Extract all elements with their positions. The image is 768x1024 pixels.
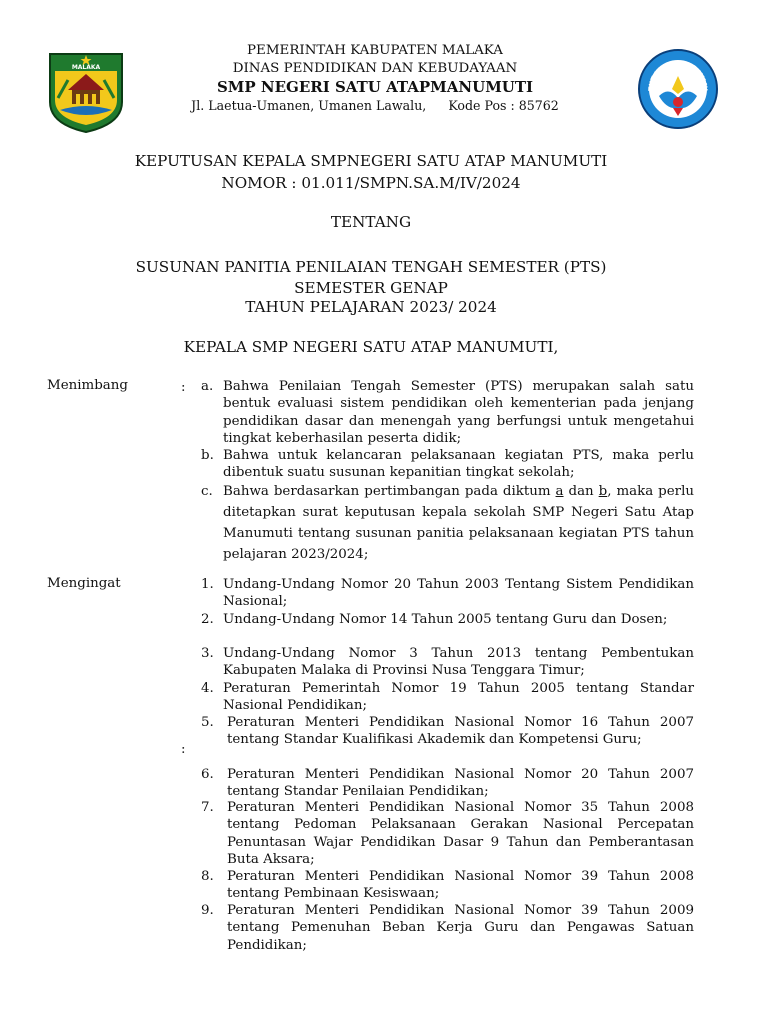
item-text: Peraturan Menteri Pendidikan Nasional Nomor 20 Tahun 2007 tentang Standar Penilaian Pendidikan; xyxy=(227,767,694,800)
item-text: Bahwa untuk kelancaran pelaksanaan kegiatan PTS, maka perlu dibentuk suatu susunan kepanitian tingkat sekolah; xyxy=(223,448,694,481)
letterhead-address: Jl. Laetua-Umanen, Umanen Lawalu, xyxy=(191,98,427,113)
item-marker: 3. xyxy=(201,646,214,661)
decree-title: KEPUTUSAN KEPALA SMPNEGERI SATU ATAP MANUMUTI xyxy=(134,152,608,170)
item-marker: 5. xyxy=(201,715,214,730)
item-text: Peraturan Menteri Pendidikan Nasional Nomor 39 Tahun 2009 tentang Pemenuhan Beban Kerja Guru dan Pengawas Satuan Pendidikan; xyxy=(227,903,694,953)
logo-motto: TUT WURI HANDAYANI xyxy=(646,58,710,92)
item-text: Peraturan Pemerintah Nomor 19 Tahun 2005 tentang Standar Nasional Pendidikan; xyxy=(223,681,694,714)
menimbang-label: Menimbang xyxy=(47,378,128,393)
item-marker: 1. xyxy=(201,577,214,592)
item-text: Undang-Undang Nomor 3 Tahun 2013 tentang Pembentukan Kabupaten Malaka di Provinsi Nusa Tenggara Timur; xyxy=(223,646,694,679)
letterhead-school-name: SMP NEGERI SATU ATAPMANUMUTI xyxy=(216,78,534,96)
decree-academic-year: TAHUN PELAJARAN 2023/ 2024 xyxy=(245,298,497,316)
item-marker: b. xyxy=(201,448,214,463)
item-text: Undang-Undang Nomor 14 Tahun 2005 tentang Guru dan Dosen; xyxy=(223,612,668,627)
mengingat-colon: : xyxy=(181,742,186,757)
decree-subject: SUSUNAN PANITIA PENILAIAN TENGAH SEMESTER (PTS) xyxy=(135,258,607,276)
malaka-regency-emblem xyxy=(46,50,126,134)
item-marker: 8. xyxy=(201,869,214,884)
item-marker: 2. xyxy=(201,612,214,627)
item-marker: a. xyxy=(201,379,214,394)
letterhead-address-line xyxy=(140,98,610,113)
menimbang-colon: : xyxy=(181,380,186,395)
decree-semester: SEMESTER GENAP xyxy=(294,279,448,297)
item-text: Peraturan Menteri Pendidikan Nasional Nomor 16 Tahun 2007 tentang Standar Kualifikasi Akademik dan Kompetensi Guru; xyxy=(227,715,694,748)
item-marker: 9. xyxy=(201,903,214,918)
tentang-heading: TENTANG xyxy=(330,213,412,231)
decree-authority: KEPALA SMP NEGERI SATU ATAP MANUMUTI, xyxy=(183,338,559,356)
item-marker: 4. xyxy=(201,681,214,696)
letterhead-postal-code: Kode Pos : 85762 xyxy=(448,98,559,113)
item-text: Undang-Undang Nomor 20 Tahun 2003 Tentang Sistem Pendidikan Nasional; xyxy=(223,577,694,610)
mengingat-label: Mengingat xyxy=(47,576,121,591)
letterhead-department: DINAS PENDIDIKAN DAN KEBUDAYAAN xyxy=(232,61,518,76)
tut-wuri-handayani-logo xyxy=(637,44,719,134)
item-text: Peraturan Menteri Pendidikan Nasional Nomor 39 Tahun 2008 tentang Pembinaan Kesiswaan; xyxy=(227,869,694,902)
diktum-a-reference: a xyxy=(555,484,564,499)
decree-number: NOMOR : 01.011/SMPN.SA.M/IV/2024 xyxy=(221,174,521,192)
item-text: Peraturan Menteri Pendidikan Nasional Nomor 35 Tahun 2008 tentang Pedoman Pelaksanaan Gerakan Nasional Percepatan Penuntasan Wajar Pendidikan Dasar 9 Tahun dan Pemberantasan Buta Aksara; xyxy=(227,800,694,868)
item-marker: 7. xyxy=(201,800,214,815)
emblem-text: MALAKA xyxy=(71,64,101,71)
item-marker: c. xyxy=(201,484,213,499)
item-text: Bahwa Penilaian Tengah Semester (PTS) merupakan salah satu bentuk evaluasi sistem pendidikan oleh kementerian pada jenjang pendidikan dasar dan menengah yang berfungsi untuk mengetahui tingkat keberhasilan peserta didik; xyxy=(223,379,694,447)
diktum-b-reference: b xyxy=(598,484,608,499)
item-text: Bahwa berdasarkan pertimbangan pada diktum a dan b, maka perlu ditetapkan surat keputusan kepala sekolah SMP Negeri Satu Atap Manumuti tentang susunan panitia pelaksanaan kegiatan PTS tahun pelajaran 2023/2024; xyxy=(223,484,694,562)
letterhead-government: PEMERINTAH KABUPATEN MALAKA xyxy=(247,43,503,58)
item-marker: 6. xyxy=(201,767,214,782)
